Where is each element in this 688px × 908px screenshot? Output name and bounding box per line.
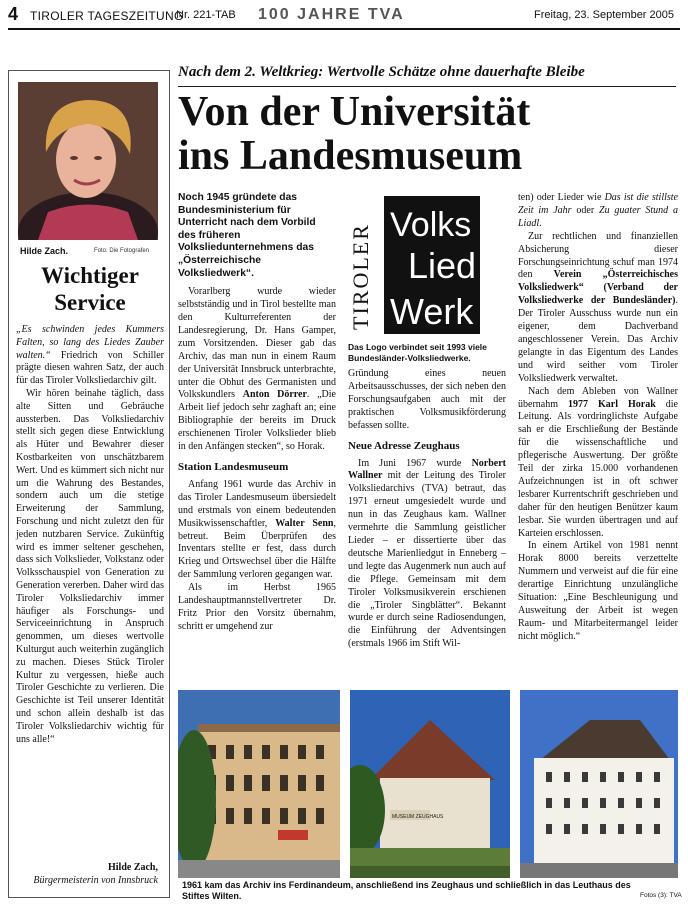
article-kicker: Nach dem 2. Weltkrieg: Wertvolle Schätze ohne dauerhafte Bleibe [178,64,585,80]
signature-title: Bürgermeisterin von Innsbruck [33,875,158,886]
sidebar-lead-paragraph [16,324,164,388]
sidebar-body [16,324,164,746]
photo-zeughaus [350,690,510,878]
headline-line-2: ins Landesmuseum [178,133,523,179]
photo-ferdinandeum [178,690,340,878]
sidebar-headline: Wichtiger Service [41,263,139,315]
article-column-3 [518,192,678,644]
photo-credit: Foto: Die Fotografen [94,248,150,254]
portrait-photo [18,82,158,240]
subheading-neue-adresse-zeughaus: Neue Adresse Zeughaus [348,439,460,452]
paragraph: Zur rechtlichen und finanziellen Absicherung dieser Forschungseinrichtung schuf man 1974 den Verein „Österreichisches Volksliedwerk“ (Verband der Volksliedwerke der Bundesländer). Der Tiroler Ausschuss wurde nun ein eigener, dem Dachverband angeschlossener Verein. Das Archiv gelangte in das Eigentum des Landes und wird seither vom Tiroler Volksliedwerk verwaltet. [518,230,678,384]
paragraph: In einem Artikel von 1981 nennt Horak 8000 bereits verzettelte Nummern und verweist auf die für eine derartige Einrichtung unzulängliche Situation: „Eine Beschleunigung und Ausweitung der Arbeit ist wegen Raum- und Mitarbeitermangel leider nicht möglich.“ [518,540,678,642]
paragraph: Als im Herbst 1965 Landeshauptmannstellvertreter Dr. Fritz Prior den Vorsitz übernahm, schritt er umgehend zur [178,582,336,632]
issue-date: Freitag, 23. September 2005 [533,9,674,21]
photo-caption-name: Hilde Zach. [20,246,69,256]
logo-word-lied: Lied [408,245,477,286]
paragraph: ten) oder Lieder wie Das ist die stillste Zeit im Jahr oder Zu guater Stund a Liadl. [518,192,678,229]
signature-name: Hilde Zach, [107,862,158,873]
sidebar-paragraph: Wir hören beinahe täglich, dass alte Sitten und Gebräuche aussterben. Das Volksliedarchiv stellt sich gegen diese Entwicklung als Hüter und Bewahrer dieser Kostbarkeiten von unschätzbarem Wert. Und es kümmert sich nicht nur um die Wahrung des Bestandes, sondern auch um die stetige Erweiterung der Sammlung, Forschung und nicht zuletzt den für jeden nutzbaren Service. Zukünftig wird es immer seltener geschehen, dass sich Volkslieder, Volkstanz oder Volksschauspiel von Generation zu Generation vererben. Daher wird das Tiroler Volksliedarchiv immer häufiger als Forschungs- und Serviceeinrichtung in Anspruch genommen, um dieses wertvolle Kulturgut auch weiterhin zugänglich zu machen. Dieses Stück Tiroler Kultur zu vergessen, hieße auch Tiroler Geschichte zu verlieren. Die Geschichte ist Teil unserer Identität und schon allein deshalb ist das Tiroler Volksliedarchiv wichtig für uns alle!“ [16,387,164,745]
photo-credit-tva: Fotos (3): TVA [640,892,682,899]
page-number: 4 [8,4,19,24]
headline-line-1: Von der Universität [178,89,531,135]
logo-caption: Das Logo verbindet seit 1993 viele Bundesländer-Volksliedwerke. [348,342,487,363]
logo-word-volks: Volks [390,206,472,244]
paragraph: Vorarlberg wurde wieder selbstständig und in Tirol bestellte man den Kulturreferenten der Landesregierung, Dr. Hans Gamper, zum Vorsitzenden. Dieser gab das Archiv, das man nun in einem Raum der Universität Innsbruck unterbrachte, unter die Obhut des Germanisten und Volkskundlers Anton Dörrer. „Die Arbeit lief jedoch sehr zaghaft an; eine Bibliographie der bereits im Druck erschienenen Tiroler Volkslieder blieb in den Anfängen stecken“, so Horak. [178,286,336,453]
logo-word-werk: Werk [390,291,474,332]
sidebar-lead-rest: Friedrich von Schiller prägte diesen wahren Satz, der auch für das Tiroler Volksliedarchiv gilt. [16,349,164,387]
paragraph: Gründung eines neuen Arbeitsausschusses, der sich neben den Forschungsaufgaben auch mit der praktischen Volksmusikförderung befassen sollte. [348,368,506,431]
schiller-quote: „Es schwinden jedes Kummers Falten, so lang des Liedes Zauber walten.“ [16,324,164,361]
newspaper-name: TIROLER TAGESZEITUNG [30,9,184,23]
paragraph: Nach dem Ableben von Wallner übernahm 1977 Karl Horak die Leitung. Als vordringlichste Aufgabe sah er die Erschließung der Bestände für die wissenschaftliche und pflegerische Auswertung. Der größte Teil der zirka 15.000 vorhandenen Aufzeichnungen ist in oft schwer lesbarer Kurrentschrift geschrieben und daher für den heutigen Benützer kaum lesbar. Sie wurden übertragen und auf Karteien erschlossen. [518,385,678,539]
museum-sign: MUSEUM ZEUGHAUS [392,814,444,820]
logo-side-word: TIROLER [350,223,373,330]
volksliedwerk-logo [350,196,480,334]
header-rule [8,28,680,30]
paragraph: Im Juni 1967 wurde Norbert Wallner mit der Leitung des Tiroler Volksliedarchivs (TVA) betraut, das 1971 erneut umgesiedelt wurde und nun in das Zeughaus kam. Wallner vermehrte die Sammlung geistlicher Lieder – er dissertierte über das deutsche Marienliedgut in Enneberg – und legte das Augenmerk nun auch auf die Pflege. Gemeinsam mit dem Tiroler Volksmusikverein erschienen die „Tiroler Singblätter“. Bekannt wurde er durch seine Radiosendungen, die Einführung der Adventsingen (erstmals 1966 im Stift Wil- [348,457,506,650]
subheading-station-landesmuseum: Station Landesmuseum [178,460,289,473]
photo-leuthaus [520,690,678,878]
article-headline [178,90,678,178]
special-section-title: 100 JAHRE TVA [258,6,405,23]
article-lead: Noch 1945 gründete das Bundesministerium für Unterricht nach dem Vorbild des früheren Volksliedunternehmens das „Österreichische Volksliedwerk“. [178,192,316,279]
issue-number: Nr. 221-TAB [176,9,236,21]
paragraph: Anfang 1961 wurde das Archiv in das Tiroler Landesmuseum übersiedelt und erstmals von einem bedeutenden Musikwissenschaftler, Walter Senn, betreut. Beim Überprüfen des Inventars stellte er fest, dass durch Krieg und Ortswechsel über die Hälfte der Sammlung verloren gegangen war. [178,478,336,581]
article-column-1 [178,192,336,634]
article-column-2 [348,368,506,651]
kicker-rule [178,86,676,87]
photo-caption: 1961 kam das Archiv ins Ferdinandeum, anschließend ins Zeughaus und schließlich in das Leuthaus des Stiftes Wilten. [182,880,631,901]
